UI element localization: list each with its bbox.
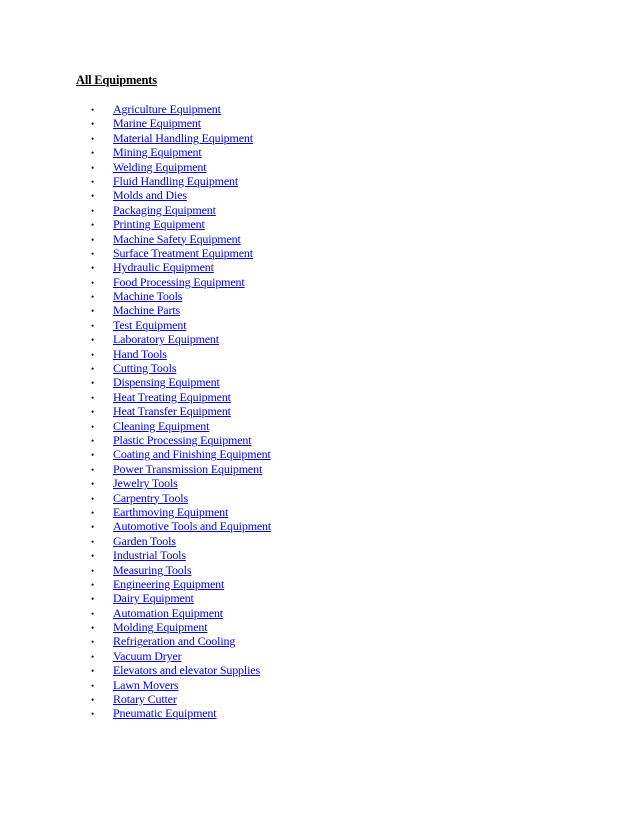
bullet-icon: • bbox=[91, 378, 95, 389]
bullet-icon: • bbox=[91, 105, 95, 115]
bullet-icon: • bbox=[91, 133, 95, 144]
bullet-icon: • bbox=[91, 205, 95, 216]
bullet-icon: • bbox=[91, 234, 95, 245]
bullet-icon: • bbox=[91, 680, 95, 691]
equipment-link[interactable]: Industrial Tools bbox=[113, 548, 186, 563]
bullet-icon: • bbox=[91, 623, 95, 634]
bullet-icon: • bbox=[91, 493, 95, 504]
equipment-link[interactable]: Machine Parts bbox=[113, 303, 181, 318]
bullet-icon: • bbox=[91, 292, 95, 303]
bullet-icon: • bbox=[91, 522, 95, 533]
equipment-link[interactable]: Vacuum Dryer bbox=[113, 648, 182, 663]
equipment-link[interactable]: Plastic Processing Equipment bbox=[113, 432, 252, 447]
equipment-link[interactable]: Refrigeration and Cooling bbox=[113, 634, 236, 649]
bullet-icon: • bbox=[91, 565, 95, 576]
equipment-link[interactable]: Dairy Equipment bbox=[113, 591, 194, 606]
bullet-icon: • bbox=[91, 248, 95, 259]
bullet-icon: • bbox=[91, 507, 95, 518]
equipment-link[interactable]: Earthmoving Equipment bbox=[113, 504, 229, 519]
bullet-icon: • bbox=[91, 306, 95, 317]
equipment-link[interactable]: Carpentry Tools bbox=[113, 490, 189, 505]
equipment-link[interactable]: Heat Transfer Equipment bbox=[113, 404, 231, 419]
bullet-icon: • bbox=[91, 349, 95, 360]
bullet-icon: • bbox=[91, 119, 95, 130]
equipment-link[interactable]: Automation Equipment bbox=[113, 605, 223, 620]
equipment-link[interactable]: Molding Equipment bbox=[113, 620, 208, 635]
equipment-link[interactable]: Test Equipment bbox=[113, 317, 187, 332]
equipment-link[interactable]: Cleaning Equipment bbox=[113, 418, 210, 433]
bullet-icon: • bbox=[91, 450, 95, 461]
bullet-icon: • bbox=[91, 608, 95, 619]
equipment-link[interactable]: Power Transmission Equipment bbox=[113, 461, 263, 476]
bullet-icon: • bbox=[91, 464, 95, 475]
equipment-link[interactable]: Machine Tools bbox=[113, 289, 183, 304]
bullet-icon: • bbox=[91, 320, 95, 331]
bullet-icon: • bbox=[91, 551, 95, 562]
equipment-link[interactable]: Mining Equipment bbox=[113, 145, 202, 160]
equipment-link[interactable]: Printing Equipment bbox=[113, 217, 205, 232]
bullet-icon: • bbox=[91, 364, 95, 375]
equipment-link[interactable]: Marine Equipment bbox=[113, 116, 201, 131]
bullet-icon: • bbox=[91, 392, 95, 403]
equipment-link[interactable]: Food Processing Equipment bbox=[113, 274, 245, 289]
equipment-link[interactable]: Jewelry Tools bbox=[113, 476, 178, 491]
equipment-link[interactable]: Measuring Tools bbox=[113, 562, 192, 577]
equipment-link[interactable]: Surface Treatment Equipment bbox=[113, 245, 253, 260]
equipment-link[interactable]: Elevators and elevator Supplies bbox=[113, 663, 260, 678]
equipment-link[interactable]: Rotary Cutter bbox=[113, 692, 177, 707]
equipment-link[interactable]: Packaging Equipment bbox=[113, 202, 216, 217]
bullet-icon: • bbox=[91, 335, 95, 346]
equipment-link[interactable]: Engineering Equipment bbox=[113, 576, 225, 591]
equipment-link[interactable]: Lawn Movers bbox=[113, 677, 179, 692]
equipment-link[interactable]: Heat Treating Equipment bbox=[113, 389, 231, 404]
bullet-icon: • bbox=[91, 421, 95, 432]
equipment-link[interactable]: Cutting Tools bbox=[113, 361, 177, 376]
bullet-icon: • bbox=[91, 594, 95, 605]
bullet-icon: • bbox=[91, 579, 95, 590]
equipment-link[interactable]: Agriculture Equipment bbox=[113, 102, 221, 116]
bullet-icon: • bbox=[91, 162, 95, 173]
bullet-icon: • bbox=[91, 191, 95, 202]
equipment-link[interactable]: Dispensing Equipment bbox=[113, 375, 220, 390]
equipment-link[interactable]: Hydraulic Equipment bbox=[113, 260, 214, 275]
bullet-icon: • bbox=[91, 176, 95, 187]
bullet-icon: • bbox=[91, 695, 95, 706]
equipment-link[interactable]: Coating and Finishing Equipment bbox=[113, 447, 271, 462]
bullet-icon: • bbox=[91, 148, 95, 159]
equipment-link[interactable]: Laboratory Equipment bbox=[113, 332, 219, 347]
bullet-icon: • bbox=[91, 435, 95, 446]
bullet-icon: • bbox=[91, 220, 95, 231]
equipment-link[interactable]: Garden Tools bbox=[113, 533, 176, 548]
bullet-icon: • bbox=[91, 263, 95, 274]
bullet-icon: • bbox=[91, 651, 95, 662]
bullet-icon: • bbox=[91, 637, 95, 648]
equipment-link[interactable]: Machine Safety Equipment bbox=[113, 231, 241, 246]
equipment-link[interactable]: Welding Equipment bbox=[113, 159, 207, 174]
equipment-link[interactable]: Material Handling Equipment bbox=[113, 130, 253, 145]
equipment-link[interactable]: Automotive Tools and Equipment bbox=[113, 519, 272, 534]
page-heading: All Equipments bbox=[76, 73, 157, 87]
bullet-icon: • bbox=[91, 709, 95, 720]
equipment-link[interactable]: Hand Tools bbox=[113, 346, 167, 361]
equipment-link[interactable]: Pneumatic Equipment bbox=[113, 706, 217, 721]
equipment-link[interactable]: Molds and Dies bbox=[113, 188, 187, 203]
bullet-icon: • bbox=[91, 277, 95, 288]
bullet-icon: • bbox=[91, 407, 95, 418]
bullet-icon: • bbox=[91, 479, 95, 490]
bullet-icon: • bbox=[91, 536, 95, 547]
bullet-icon: • bbox=[91, 666, 95, 677]
equipment-link[interactable]: Fluid Handling Equipment bbox=[113, 173, 239, 188]
